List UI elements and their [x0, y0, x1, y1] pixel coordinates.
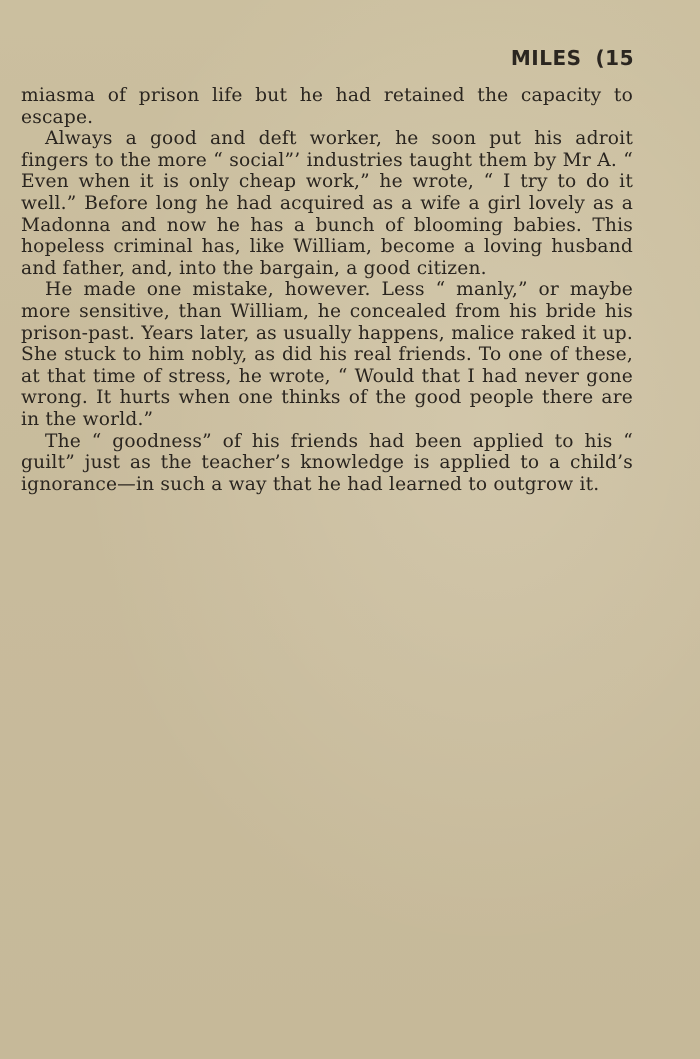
running-header: [511, 46, 634, 70]
paragraph-4: The “ goodness” of his friends had been applied to his “ guilt” just as the teacher’s knowledge is applied to a child’s ignorance—in such a way that he had learned to outgrow it.: [21, 430, 633, 495]
page-number: (15: [595, 46, 634, 70]
running-title: MILES: [510, 46, 582, 70]
body-text: [21, 85, 633, 495]
paragraph-1: miasma of prison life but he had retained the capacity to escape.: [21, 85, 633, 128]
paragraph-3: He made one mistake, however. Less “ manly,” or maybe more sensitive, than William, he concealed from his bride his prison-past. Years later, as usually happens, malice raked it up. She stuck to him nobly, as did his real friends. To one of these, at that time of stress, he wrote, “ Would that I had never gone wrong. It hurts when one thinks of the good people there are in the world.”: [21, 279, 633, 430]
paragraph-2: Always a good and deft worker, he soon put his adroit fingers to the more “ social”’ industries taught them by Mr A. “ Even when it is only cheap work,” he wrote, “ I try to do it well.” Before long he had acquired as a wife a girl lovely as a Madonna and now he has a bunch of blooming babies. This hopeless criminal has, like William, become a loving husband and father, and, into the bargain, a good citizen.: [21, 128, 633, 279]
